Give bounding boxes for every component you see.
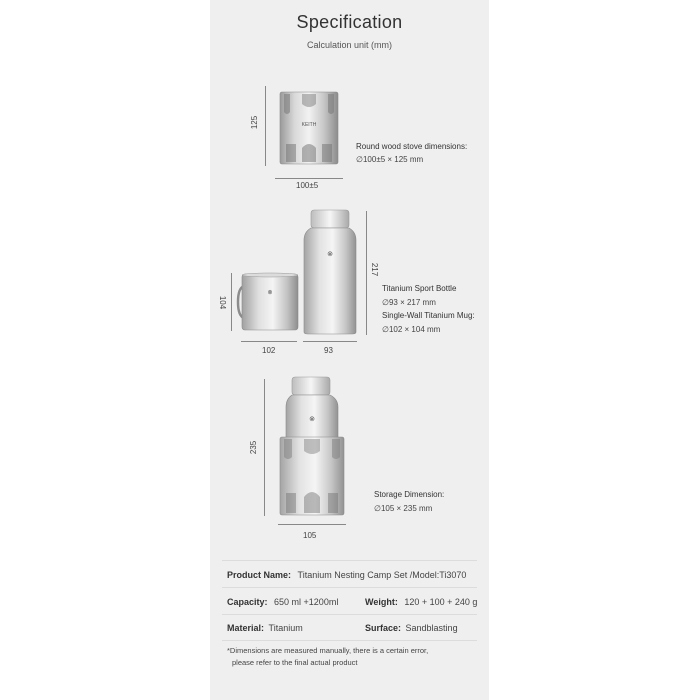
capacity-row: [227, 597, 338, 607]
divider: [222, 560, 477, 561]
product-name-label: Product Name:: [227, 570, 292, 580]
stove-dims: ∅100±5 × 125 mm: [356, 155, 424, 164]
divider: [222, 614, 477, 615]
mug-dims: ∅102 × 104 mm: [382, 325, 441, 334]
storage-height-label: 235: [249, 440, 259, 455]
mug-height-label: 104: [218, 295, 228, 310]
disclaimer-line-2: please refer to the final actual product: [232, 658, 358, 667]
wood-stove-image: [278, 90, 340, 168]
svg-text:⊗: ⊗: [327, 251, 333, 258]
weight-label: Weight:: [365, 597, 398, 607]
page-title: Specification: [296, 12, 403, 32]
storage-width-label: 105: [303, 531, 317, 540]
titanium-mug-image: [236, 272, 302, 334]
stove-logo: KEITH: [301, 122, 317, 128]
bottle-height-label: 217: [370, 262, 380, 277]
material-value: Titanium: [268, 623, 303, 633]
surface-label: Surface:: [365, 623, 402, 633]
stove-width-label: 100±5: [296, 181, 319, 190]
storage-name: Storage Dimension:: [374, 490, 445, 499]
bottle-width-line: [303, 341, 357, 342]
bottle-name: Titanium Sport Bottle: [382, 284, 457, 293]
spec-panel: [210, 0, 489, 700]
storage-width-line: [278, 524, 346, 525]
stove-width-line: [275, 178, 343, 179]
svg-text:⊗: ⊗: [267, 290, 273, 296]
divider: [222, 640, 477, 641]
divider: [222, 587, 477, 588]
mug-width-label: 102: [262, 346, 276, 355]
storage-dims: ∅105 × 235 mm: [374, 504, 433, 513]
page-subtitle: Calculation unit (mm): [306, 40, 393, 50]
bottle-dims: ∅93 × 217 mm: [382, 298, 436, 307]
material-label: Material:: [227, 623, 265, 633]
weight-value: 120 + 100 + 240 g: [404, 597, 478, 607]
mug-height-line: [231, 273, 232, 331]
capacity-value: 650 ml +1200ml: [274, 597, 339, 607]
mug-width-line: [241, 341, 297, 342]
stove-name: Round wood stove dimensions:: [356, 142, 468, 151]
capacity-label: Capacity:: [227, 597, 268, 607]
bottle-height-line: [366, 211, 367, 335]
stove-height-line: [265, 86, 266, 166]
bottle-width-label: 93: [324, 346, 333, 355]
disclaimer-line-1: *Dimensions are measured manually, there is a certain error,: [227, 646, 429, 655]
stove-height-label: 125: [250, 115, 260, 130]
mug-name: Single-Wall Titanium Mug:: [382, 311, 475, 320]
titanium-bottle-image: [302, 208, 358, 336]
storage-stack-image: [276, 375, 348, 519]
product-name-value: Titanium Nesting Camp Set /Model:Ti3070: [297, 570, 467, 580]
material-row: [227, 623, 303, 633]
svg-text:⊗: ⊗: [309, 416, 315, 423]
weight-row: [365, 597, 477, 607]
product-name-row: [227, 570, 466, 580]
surface-value: Sandblasting: [405, 623, 458, 633]
storage-height-line: [264, 379, 265, 516]
surface-row: [365, 623, 458, 633]
